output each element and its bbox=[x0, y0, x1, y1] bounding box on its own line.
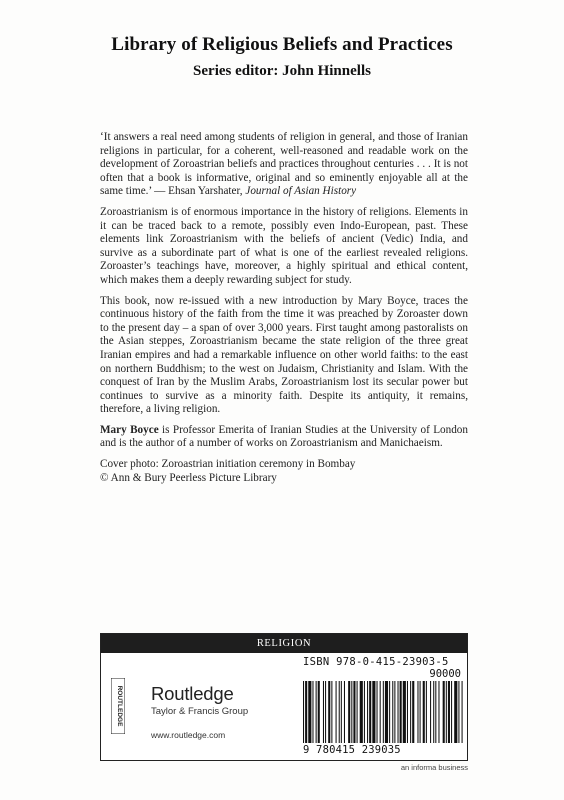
informa-tag: an informa business bbox=[400, 763, 468, 772]
barcode-bar bbox=[328, 681, 330, 743]
author-bio-text: is Professor Emerita of Iranian Studies at the University of London and is the author of a number of works on Zoroastrianism and Manichaeism. bbox=[100, 423, 468, 450]
barcode-bar bbox=[420, 681, 421, 743]
routledge-mark-text: ROUTLEDGE bbox=[116, 685, 123, 727]
barcode-bar bbox=[323, 681, 324, 743]
barcode-bar bbox=[360, 681, 363, 743]
barcode-bar bbox=[351, 681, 352, 743]
barcode-bar bbox=[331, 681, 332, 743]
blurb-text bbox=[100, 131, 468, 485]
barcode-bar bbox=[392, 681, 393, 743]
barcode-bar bbox=[417, 681, 418, 743]
barcode-bar bbox=[407, 681, 408, 743]
author-bio bbox=[100, 424, 468, 451]
barcode-bar bbox=[308, 681, 311, 743]
barcode-bar bbox=[385, 681, 388, 743]
barcode-bar bbox=[364, 681, 365, 743]
barcode-bar bbox=[398, 681, 399, 743]
barcode-bar bbox=[423, 681, 425, 743]
barcode-bar bbox=[458, 681, 459, 743]
barcode-bar bbox=[367, 681, 368, 743]
barcode-bar bbox=[318, 681, 320, 743]
barcode-bar bbox=[316, 681, 317, 743]
barcode-bar bbox=[410, 681, 411, 743]
barcode-bar bbox=[433, 681, 434, 743]
barcode-bar bbox=[348, 681, 350, 743]
barcode-bar bbox=[353, 681, 355, 743]
publisher-name: Routledge bbox=[151, 683, 234, 704]
publisher-group: Taylor & Francis Group bbox=[151, 706, 249, 717]
series-editor: Series editor: John Hinnells bbox=[193, 63, 371, 79]
barcode-bar bbox=[357, 681, 358, 743]
author-name: Mary Boyce bbox=[100, 423, 159, 436]
barcode-bar bbox=[341, 681, 342, 743]
review-quote-text: ‘It answers a real need among students of religion in general, and those of Iranian religions in particular, for a coherent, well-reasoned and readable work on the development of Zoroastrian beliefs and practices throughout centuries . . . It is not often that a book is informative, original and so eminently enjoyable all at the same time.’ — Ehsan Yarshater, bbox=[100, 131, 468, 198]
subject-bar: RELIGION bbox=[101, 634, 467, 653]
series-title: Library of Religious Beliefs and Practices bbox=[111, 34, 453, 55]
barcode-bar bbox=[312, 681, 313, 743]
barcode-bar bbox=[451, 681, 452, 743]
publisher-url: www.routledge.com bbox=[151, 730, 226, 740]
cover-photo-credit: © Ann & Bury Peerless Picture Library bbox=[100, 471, 277, 484]
isbn-label: ISBN 978-0-415-23903-5 bbox=[303, 656, 449, 668]
barcode-bar bbox=[454, 681, 457, 743]
barcode-bar bbox=[303, 681, 304, 743]
review-quote-source: Journal of Asian History bbox=[245, 185, 357, 198]
barcode-bar bbox=[325, 681, 326, 743]
barcode-bar bbox=[389, 681, 390, 743]
description-paragraph-1: Zoroastrianism is of enormous importance in the history of religions. Elements in it can be traced back to a remote, possibly even Indo-European, past. These elements link Zoroastrianism with the beliefs of ancient (Vedic) India, and survive as a subordinate part of what is one of the earliest revealed religions. Zoroaster’s teachings have, moreover, a highly spiritual and ethical content, which makes them a deeply rewarding subject for study. bbox=[100, 205, 468, 286]
barcode-bar bbox=[344, 681, 345, 743]
publisher-panel bbox=[100, 633, 468, 761]
publisher-logo bbox=[111, 668, 291, 748]
barcode-bar bbox=[369, 681, 371, 743]
barcode-digits: 9 780415 239035 bbox=[303, 744, 401, 756]
barcode-bar bbox=[372, 681, 375, 743]
review-quote bbox=[100, 131, 468, 199]
barcode-bar bbox=[448, 681, 450, 743]
barcode-bar bbox=[412, 681, 414, 743]
price-code: 90000 bbox=[429, 668, 461, 680]
cover-photo-caption: Cover photo: Zoroastrian initiation ceremony in Bombay bbox=[100, 458, 356, 471]
barcode-bar bbox=[336, 681, 337, 743]
barcode-bar bbox=[438, 681, 439, 743]
barcode-bar bbox=[443, 681, 445, 743]
barcode-bar bbox=[394, 681, 395, 743]
barcode-bar bbox=[339, 681, 340, 743]
cover-credit bbox=[100, 458, 468, 485]
description-paragraph-2: This book, now re-issued with a new introduction by Mary Boyce, traces the continuous history of the faith from the time it was preached by Zoroaster down to the present day – a span of over 3,000 years. First taught among pastoralists on the Asian steppes, Zoroastrianism became the state religion of the three great Iranian empires and had a remarkable influence on other world faiths: to the east on northern Buddhism; to the west on Judaism, Christianity and Islam. With the conquest of Iran by the Muslim Arabs, Zoroastrianism lost its secular power but continues to survive as a minority faith. Despite its antiquity, it remains, therefore, a living religion. bbox=[100, 294, 468, 416]
barcode-bar bbox=[426, 681, 427, 743]
barcode-bar bbox=[305, 681, 307, 743]
barcode-bar bbox=[380, 681, 381, 743]
barcode-icon bbox=[303, 681, 463, 743]
barcode-bar bbox=[430, 681, 431, 743]
routledge-mark-icon bbox=[111, 678, 125, 734]
barcode-bar bbox=[462, 681, 463, 743]
isbn-barcode bbox=[301, 656, 465, 758]
barcode-bar bbox=[383, 681, 384, 743]
barcode-bar bbox=[403, 681, 406, 743]
barcode-bar bbox=[377, 681, 378, 743]
barcode-bar bbox=[400, 681, 402, 743]
barcode-bar bbox=[446, 681, 447, 743]
barcode-bar bbox=[435, 681, 436, 743]
